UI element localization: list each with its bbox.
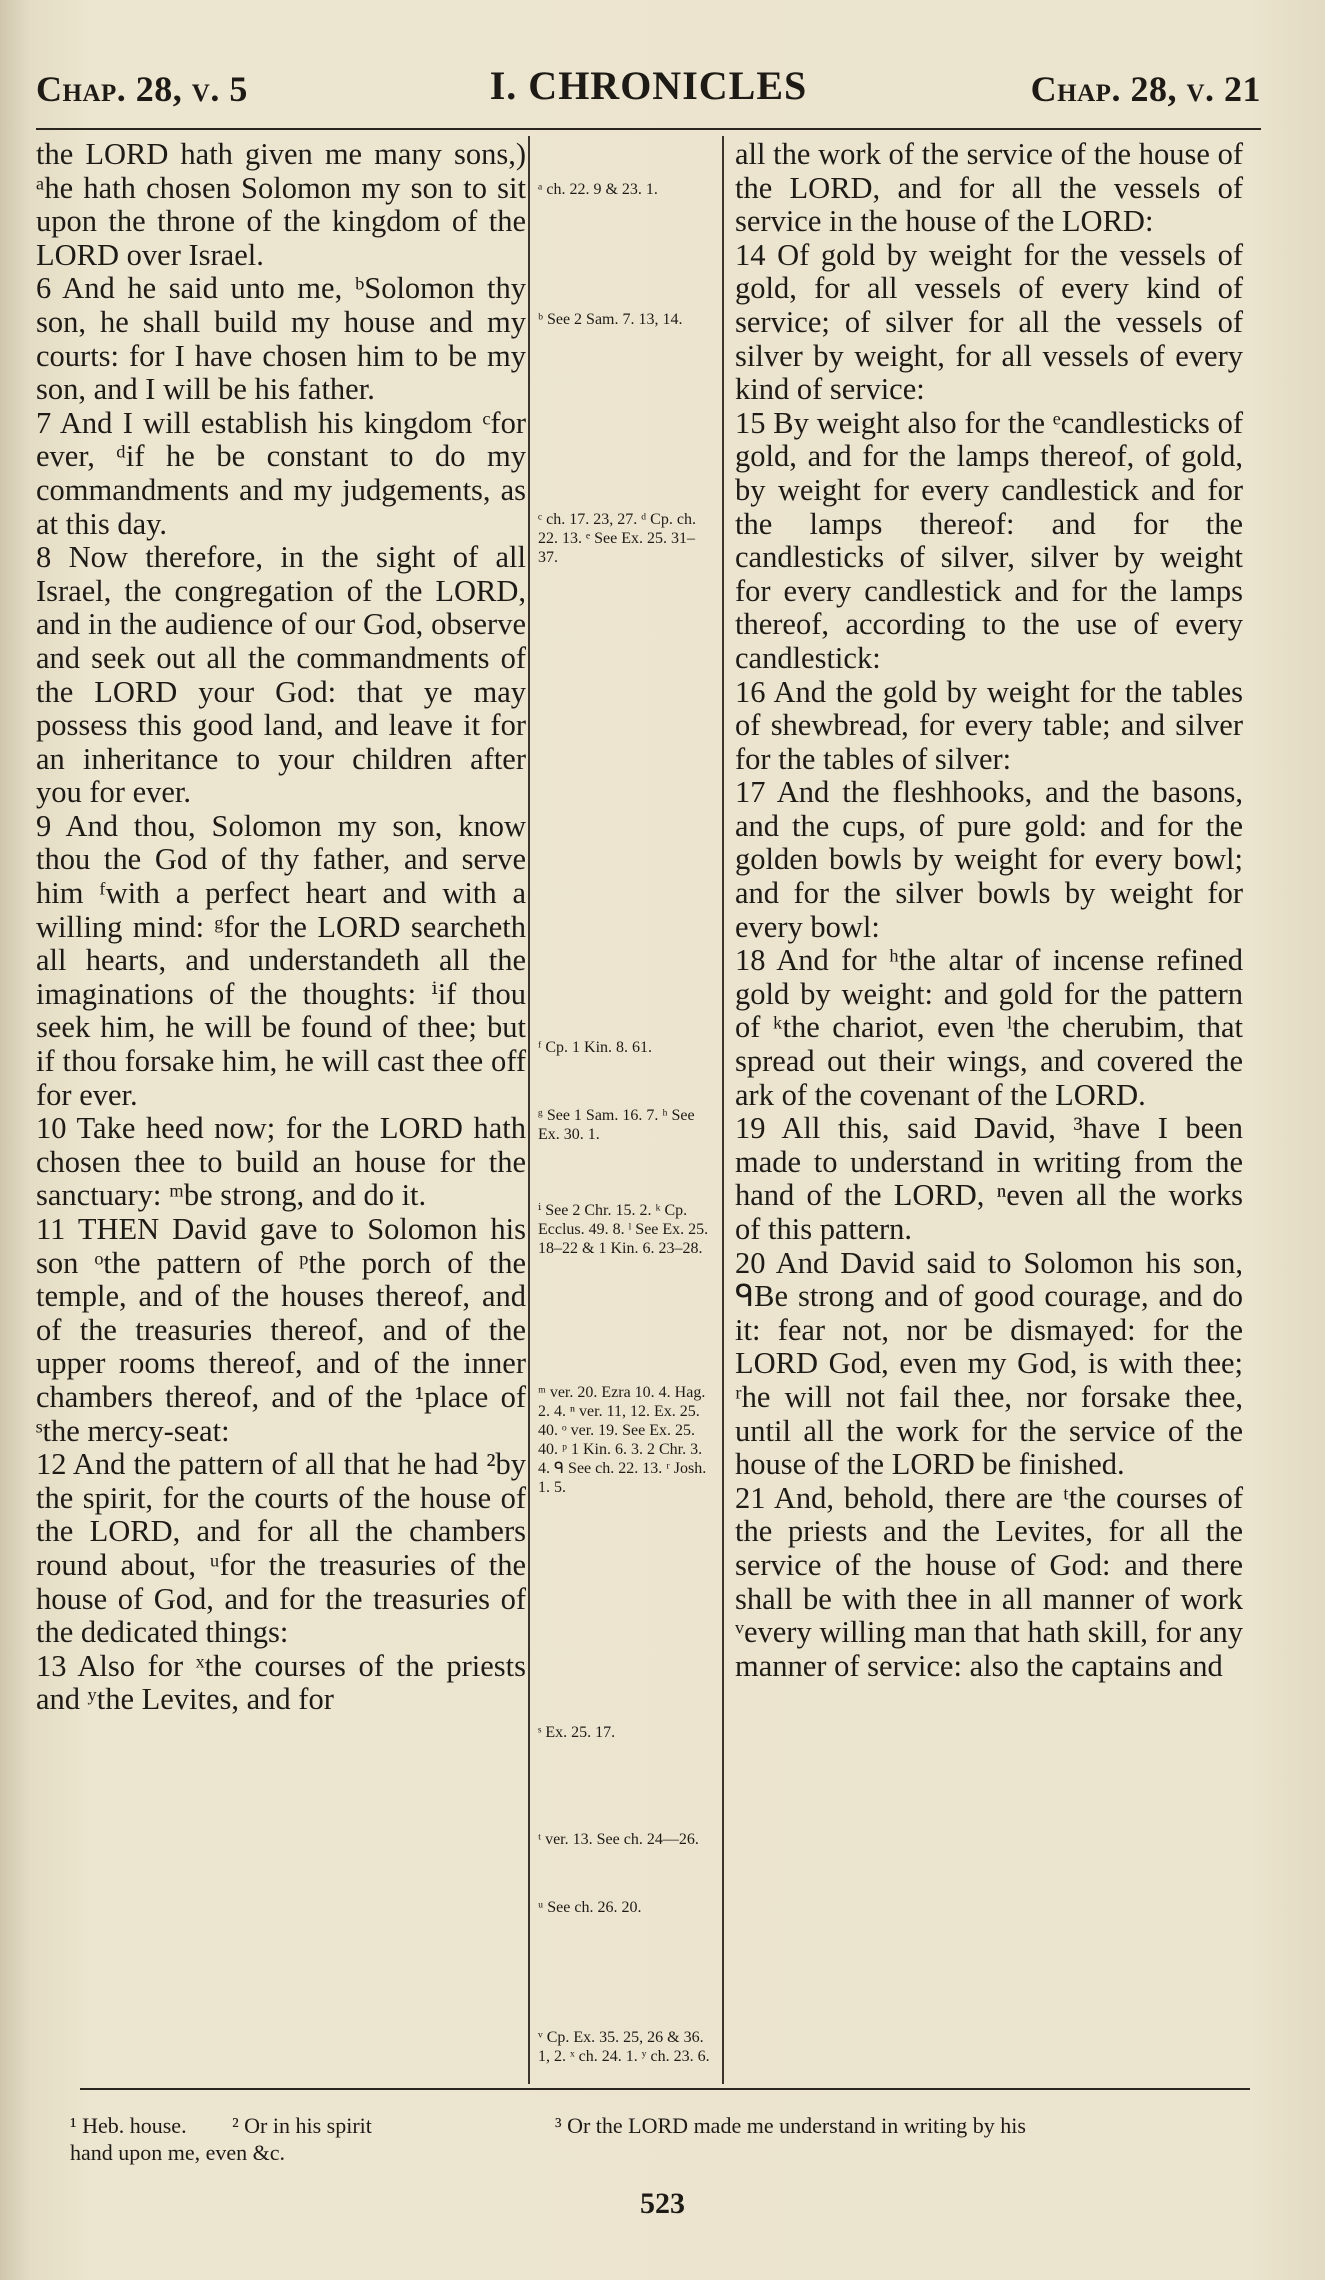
verse-text: 20 And David said to Solomon his son, ᑫBe strong and of good courage, and do it: fear not, nor be dismayed: for the LORD God, even my God, is with thee; ʳhe will not fail thee, nor forsake thee, until all the work for the service of the house of the LORD be finished. [735, 1245, 1243, 1482]
cross-reference: ᵗ ver. 13. See ch. 24—26. [538, 1831, 699, 1848]
verse-text: 8 Now therefore, in the sight of all Israel, the congregation of the LORD, and in the audience of our God, observe and seek out all the commandments of the LORD your God: that ye may possess this good land, and leave it for an inheritance to your children after you for ever. [36, 540, 526, 810]
running-header [36, 62, 1261, 122]
cross-reference: ᶜ ch. 17. 23, 27. ᵈ Cp. ch. 22. 13. ᵉ See Ex. 25. 31–37. [538, 511, 696, 566]
verse-text: 10 Take heed now; for the LORD hath chosen thee to build an house for the sanctuary: ᵐbe strong, and do it. [36, 1111, 526, 1213]
cross-reference: ᵃ ch. 22. 9 & 23. 1. [538, 181, 658, 198]
verse-text: 12 And the pattern of all that he had ²by the spirit, for the courts of the house of the LORD, and for all the chambers round about, ᵘfor the treasuries of the house of God, and for the treasuries of the dedicated things: [36, 1447, 526, 1650]
column-divider-right [722, 136, 724, 2084]
cross-reference: ᵍ See 1 Sam. 16. 7. ʰ See Ex. 30. 1. [538, 1107, 695, 1143]
cross-reference: ᵐ ver. 20. Ezra 10. 4. Hag. 2. 4. ⁿ ver. 11, 12. Ex. 25. 40. ᵒ ver. 19. See Ex. 25. 40. ᵖ 1 Kin. 6. 3. 2 Chr. 3. 4. ᑫ See ch. 22. 13. ʳ Josh. 1. 5. [538, 1384, 707, 1496]
verse-text: 11 THEN David gave to Solomon his son ᵒthe pattern of ᵖthe porch of the temple, and of the houses thereof, and of the treasuries thereof, and of the upper rooms thereof, and of the inner chambers thereof, and of the ¹place of ˢthe mercy-seat: [36, 1212, 526, 1448]
cross-reference: ᵘ See ch. 26. 20. [538, 1899, 642, 1916]
cross-reference: ⁱ See 2 Chr. 15. 2. ᵏ Cp. Ecclus. 49. 8. ˡ See Ex. 25. 18–22 & 1 Kin. 6. 23–28. [538, 1202, 709, 1257]
page-number: 523 [640, 2187, 685, 2220]
header-chapter-end: Chap. 28, v. 21 [1030, 69, 1261, 109]
column-divider-left [528, 136, 530, 2084]
verse-text: 15 By weight also for the ᵉcandlesticks of gold, and for the lamps thereof, of gold, by weight for every candlestick and for the lamps thereof: and for the candlesticks of silver, silver by weight for every candlestick and for the lamps thereof, according to the use of every candlestick: [735, 405, 1243, 675]
verse-text: 6 And he said unto me, ᵇSolomon thy son, he shall build my house and my courts: for I have chosen him to be my son, and I will be his father. [36, 271, 526, 407]
header-rule [36, 128, 1261, 130]
cross-reference: ᵇ See 2 Sam. 7. 13, 14. [538, 311, 683, 328]
verse-text: 18 And for ʰthe altar of incense refined gold by weight: and gold for the pattern of ᵏthe chariot, even ˡthe cherubim, that spread out their wings, and covered the ark of the covenant of the LORD. [735, 943, 1243, 1112]
header-chapter-start: Chap. 28, v. 5 [36, 69, 248, 109]
verse-text: 19 All this, said David, ³have I been made to understand in writing from the hand of the LORD, ⁿeven all the works of this pattern. [735, 1111, 1243, 1246]
verse-text: 21 And, behold, there are ᵗthe courses of the priests and the Levites, for all the service of the house of God: and there shall be with thee in all manner of work ᵛevery willing man that hath skill, for any manner of service: also the captains and [735, 1480, 1243, 1683]
right-text-column [735, 138, 1243, 1683]
verse-text: 13 Also for ˣthe courses of the priests and ʸthe Levites, and for [36, 1648, 526, 1717]
cross-reference: ᵛ Cp. Ex. 35. 25, 26 & 36. 1, 2. ˣ ch. 24. 1. ʸ ch. 23. 6. [538, 2029, 710, 2065]
cross-reference: ˢ Ex. 25. 17. [538, 1724, 616, 1741]
footnote-rule [80, 2088, 1250, 2090]
footnote-3: ³ Or the LORD made me understand in writing by his [555, 2113, 1026, 2138]
verse-text: all the work of the service of the house of the LORD, and for all the vessels of service in the house of the LORD: [735, 137, 1243, 239]
verse-text: 7 And I will establish his kingdom ᶜfor ever, ᵈif he be constant to do my commandments and my judgements, as at this day. [36, 405, 526, 541]
verse-text: 14 Of gold by weight for the vessels of gold, for all vessels of every kind of service; of silver for all the vessels of silver by weight, for all vessels of every kind of service: [735, 237, 1243, 407]
left-text-column [36, 138, 526, 1717]
footnote-continuation: hand upon me, even &c. [70, 2140, 286, 2165]
footnotes [70, 2112, 1260, 2166]
verse-text: 16 And the gold by weight for the tables of shewbread, for every table; and silver for the tables of silver: [735, 674, 1243, 776]
footnote-2: ² Or in his spirit [232, 2113, 372, 2138]
verse-text: the LORD hath given me many sons,) ᵃhe hath chosen Solomon my son to sit upon the throne of the kingdom of the LORD over Israel. [36, 137, 526, 272]
footnote-1: ¹ Heb. house. [70, 2113, 187, 2138]
cross-reference: ᶠ Cp. 1 Kin. 8. 61. [538, 1039, 653, 1056]
verse-text: 9 And thou, Solomon my son, know thou the God of thy father, and serve him ᶠwith a perfect heart and with a willing mind: ᵍfor the LORD searcheth all hearts, and understandeth all the imaginations of the thoughts: ⁱif thou seek him, he will be found of thee; but if thou forsake him, he will cast thee off for ever. [36, 808, 526, 1112]
header-book-title: I. CHRONICLES [489, 63, 808, 108]
verse-text: 17 And the fleshhooks, and the basons, and the cups, of pure gold: and for the golden bowls by weight for every bowl; and for the silver bowls by weight for every bowl: [735, 775, 1243, 944]
footnote-row [70, 2112, 1260, 2139]
